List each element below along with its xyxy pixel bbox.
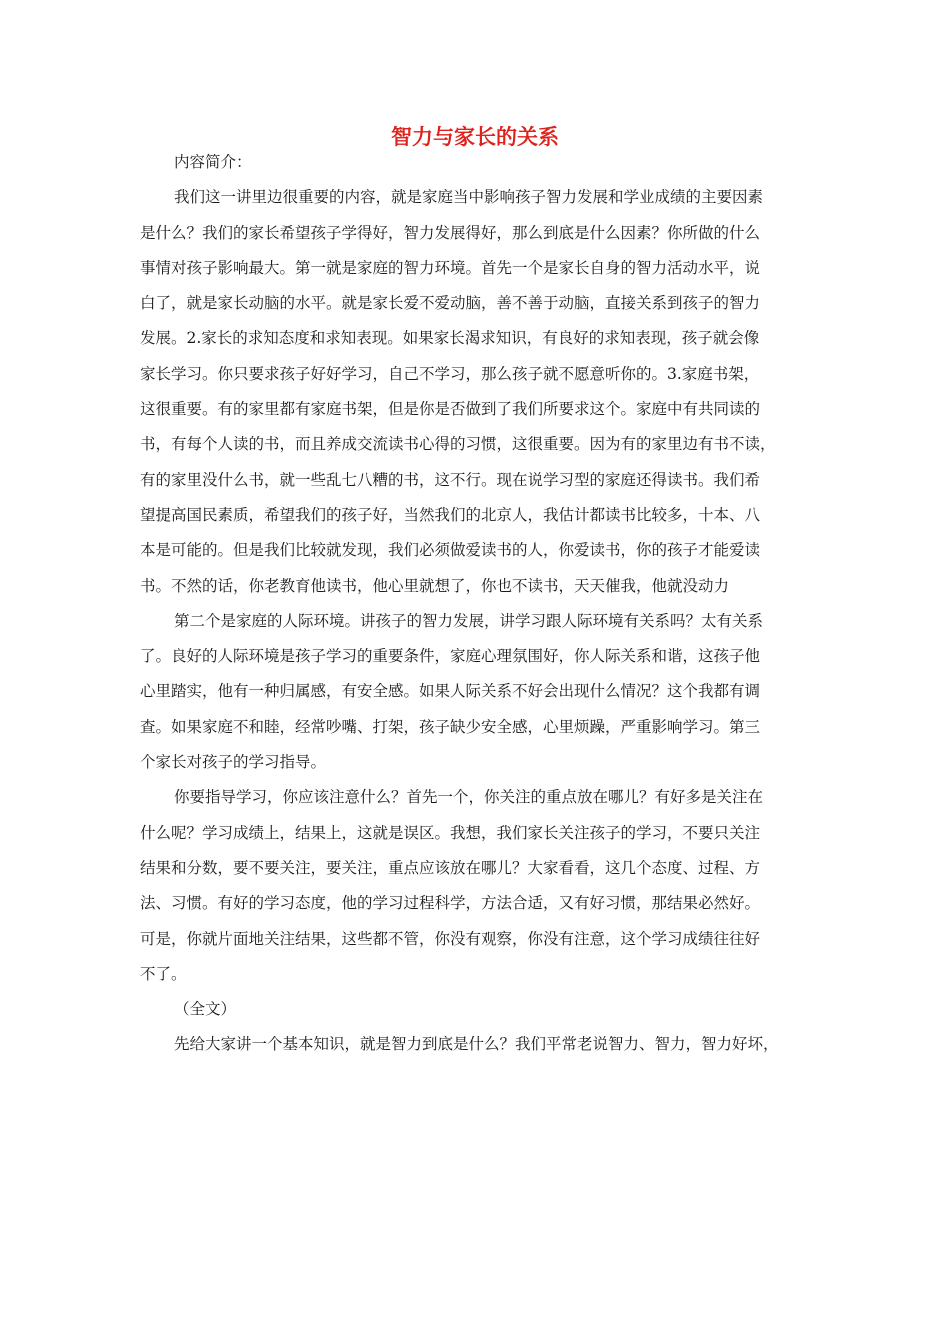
paragraph-line: 家长学习。你只要求孩子好好学习，自己不学习，那么孩子就不愿意听你的。3.家庭书架， <box>140 364 760 383</box>
paragraph-line: 查。如果家庭不和睦，经常吵嘴、打架，孩子缺少安全感，心里烦躁，严重影响学习。第三 <box>140 717 761 736</box>
intro-label: 内容简介： <box>174 153 252 171</box>
paragraph-line: 结果和分数，要不要关注，要关注，重点应该放在哪儿？大家看看，这几个态度、过程、方 <box>140 858 761 877</box>
paragraph-line: 是什么？我们的家长希望孩子学得好，智力发展得好，那么到底是什么因素？你所做的什么 <box>140 223 761 242</box>
paragraph-line: 不了。 <box>140 964 187 983</box>
paragraph-line: 白了，就是家长动脑的水平。就是家长爱不爱动脑，善不善于动脑，直接关系到孩子的智力 <box>140 294 761 313</box>
paragraph-line: 第二个是家庭的人际环境。讲孩子的智力发展，讲学习跟人际环境有关系吗？太有关系 <box>174 611 764 630</box>
paragraph-line: 书，有每个人读的书，而且养成交流读书心得的习惯，这很重要。因为有的家里边有书不读， <box>140 435 776 454</box>
paragraph-line: 先给大家讲一个基本知识，就是智力到底是什么？我们平常老说智力、智力，智力好坏， <box>174 1035 779 1054</box>
paragraph-line: 你要指导学习，你应该注意什么？首先一个，你关注的重点放在哪儿？有好多是关注在 <box>174 788 764 807</box>
paragraph-line: 个家长对孩子的学习指导。 <box>140 753 327 772</box>
full-text-label: （全文） <box>174 1000 237 1019</box>
paragraph-line: 这很重要。有的家里都有家庭书架，但是你是否做到了我们所要求这个。家庭中有共同读的 <box>140 400 761 419</box>
paragraph-line: 法、习惯。有好的学习态度，他的学习过程科学，方法合适，又有好习惯，那结果必然好。 <box>140 894 761 913</box>
paragraph-line: 书。不然的话，你老教育他读书，他心里就想了，你也不读书，天天催我，他就没动力 <box>140 576 730 595</box>
paragraph-3 <box>140 785 820 997</box>
paragraph-line: 了。良好的人际环境是孩子学习的重要条件，家庭心理氛围好，你人际关系和谐，这孩子他 <box>140 647 761 666</box>
paragraph-line: 什么呢？学习成绩上，结果上，这就是误区。我想，我们家长关注孩子的学习，不要只关注 <box>140 823 761 842</box>
paragraph-line: 发展。2.家长的求知态度和求知表现。如果家长渴求知识，有良好的求知表现，孩子就会像 <box>140 329 760 348</box>
paragraph-line: 可是，你就片面地关注结果，这些都不管，你没有观察，你没有注意，这个学习成绩往往好 <box>140 929 761 948</box>
paragraph-1 <box>140 185 820 609</box>
paragraph-line: 本是可能的。但是我们比较就发现，我们必须做爱读书的人，你爱读书，你的孩子才能爱读 <box>140 541 761 560</box>
paragraph-line: 有的家里没什么书，就一些乱七八糟的书，这不行。现在说学习型的家庭还得读书。我们希 <box>140 470 761 489</box>
document-title: 智力与家长的关系 <box>391 124 559 149</box>
paragraph-2 <box>140 609 820 785</box>
document-body <box>140 150 820 1056</box>
paragraph-line: 心里踏实，他有一种归属感，有安全感。如果人际关系不好会出现什么情况？这个我都有调 <box>140 682 761 701</box>
paragraph-line: 我们这一讲里边很重要的内容，就是家庭当中影响孩子智力发展和学业成绩的主要因素 <box>174 188 764 207</box>
paragraph-line: 事情对孩子影响最大。第一就是家庭的智力环境。首先一个是家长自身的智力活动水平，说 <box>140 258 761 277</box>
paragraph-line: 望提高国民素质，希望我们的孩子好，当然我们的北京人，我估计都读书比较多，十本、八 <box>140 505 761 524</box>
